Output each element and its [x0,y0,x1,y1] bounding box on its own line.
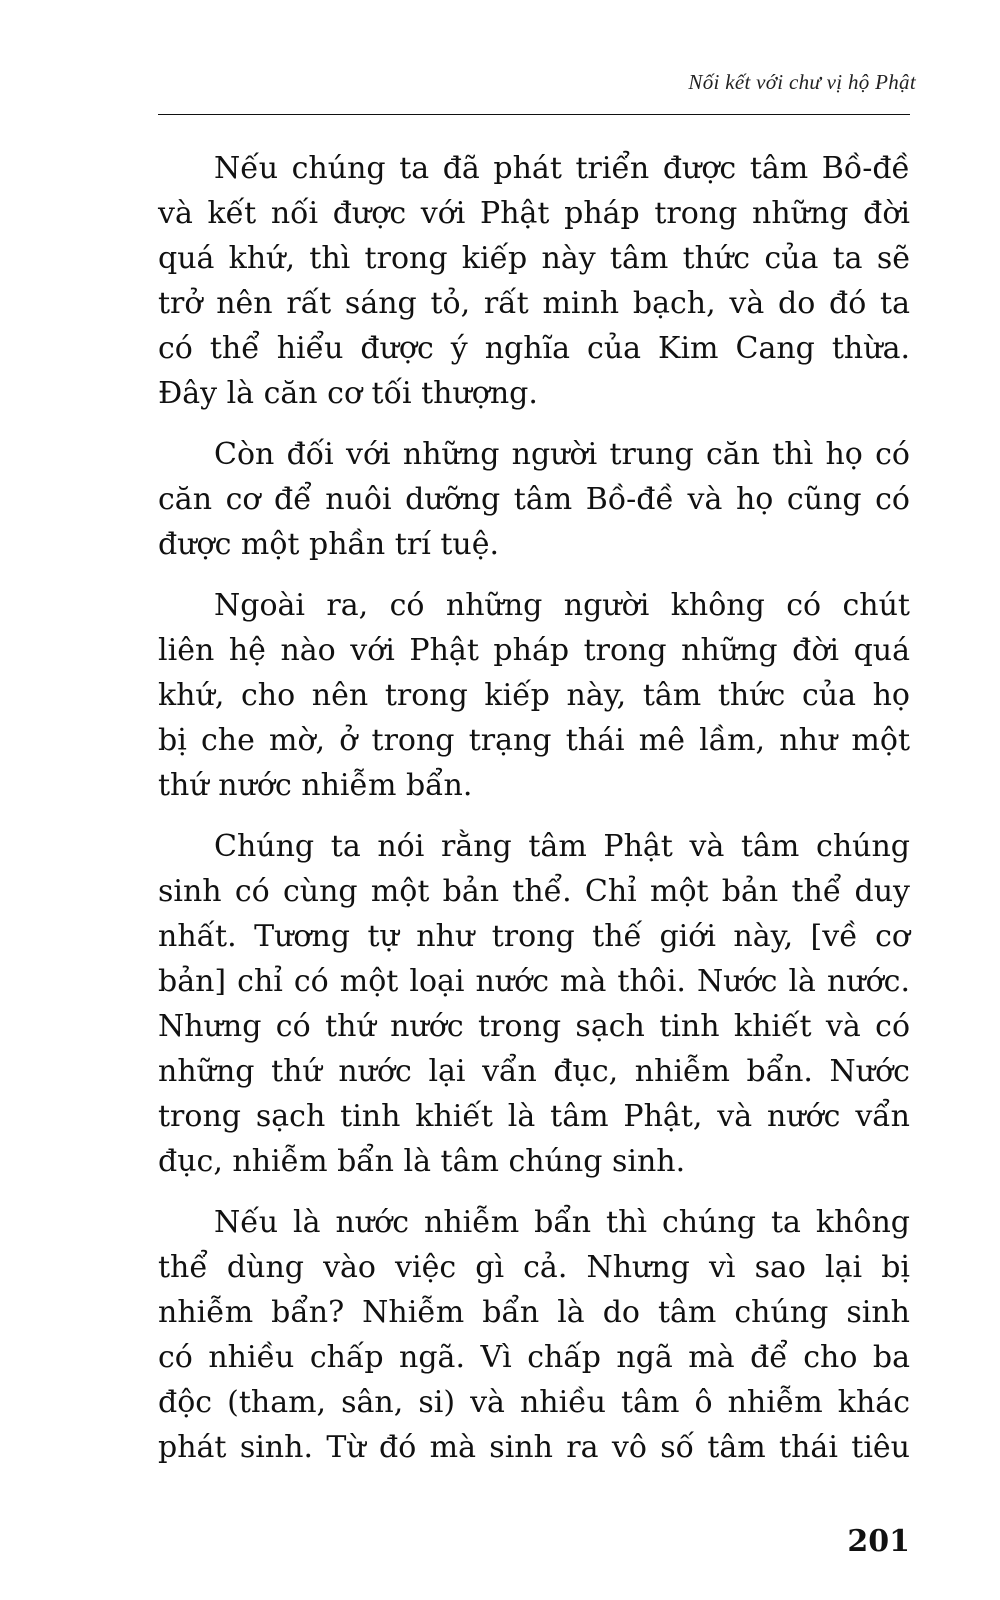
text-line: Nếu là nước nhiễm bẩn thì chúng ta không [214,1205,910,1240]
body-text [158,146,910,1486]
text-line: bản] chỉ có một loại nước mà thôi. Nước là nước. [158,964,910,999]
text-line: thể dùng vào việc gì cả. Nhưng vì sao lại bị [158,1250,910,1285]
text-line: những thứ nước lại vẩn đục, nhiễm bẩn. Nước [158,1054,910,1089]
text-line: được một phần trí tuệ. [158,527,499,562]
text-line: Ngoài ra, có những người không có chút [214,588,910,623]
text-line: bị che mờ, ở trong trạng thái mê lầm, như một [158,723,910,758]
text-line: trở nên rất sáng tỏ, rất minh bạch, và do đó ta [158,286,910,321]
text-line: căn cơ để nuôi dưỡng tâm Bồ-đề và họ cũng có [158,482,910,517]
text-line: Chúng ta nói rằng tâm Phật và tâm chúng [214,829,910,864]
paragraph [158,824,910,1184]
text-line: nhiễm bẩn? Nhiễm bẩn là do tâm chúng sinh [158,1295,910,1330]
paragraph [158,432,910,567]
text-line: Nếu chúng ta đã phát triển được tâm Bồ-đề [214,151,910,186]
text-line: có nhiều chấp ngã. Vì chấp ngã mà để cho ba [158,1340,910,1375]
text-line: độc (tham, sân, si) và nhiều tâm ô nhiễm khác [158,1385,910,1420]
text-line: trong sạch tinh khiết là tâm Phật, và nước vẩn [158,1099,910,1134]
text-line: đục, nhiễm bẩn là tâm chúng sinh. [158,1144,686,1179]
running-header: Nối kết với chư vị hộ Phật [688,70,916,94]
text-line: Còn đối với những người trung căn thì họ có [214,437,910,472]
text-line: sinh có cùng một bản thể. Chỉ một bản thể duy [158,874,910,909]
text-line: Nhưng có thứ nước trong sạch tinh khiết và có [158,1009,910,1044]
text-line: và kết nối được với Phật pháp trong những đời [158,196,910,231]
page-number: 201 [847,1524,910,1559]
paragraph [158,146,910,416]
text-line: quá khứ, thì trong kiếp này tâm thức của ta sẽ [158,241,910,276]
header-divider [158,114,910,115]
text-line: thứ nước nhiễm bẩn. [158,768,473,803]
paragraph [158,1200,910,1470]
text-line: có thể hiểu được ý nghĩa của Kim Cang thừa. [158,331,910,366]
text-line: Đây là căn cơ tối thượng. [158,376,538,411]
text-line: khứ, cho nên trong kiếp này, tâm thức của họ [158,678,910,713]
paragraph [158,583,910,808]
text-line: liên hệ nào với Phật pháp trong những đời quá [158,633,910,668]
text-line: phát sinh. Từ đó mà sinh ra vô số tâm thái tiêu [158,1430,910,1465]
text-line: nhất. Tương tự như trong thế giới này, [về cơ [158,919,910,954]
